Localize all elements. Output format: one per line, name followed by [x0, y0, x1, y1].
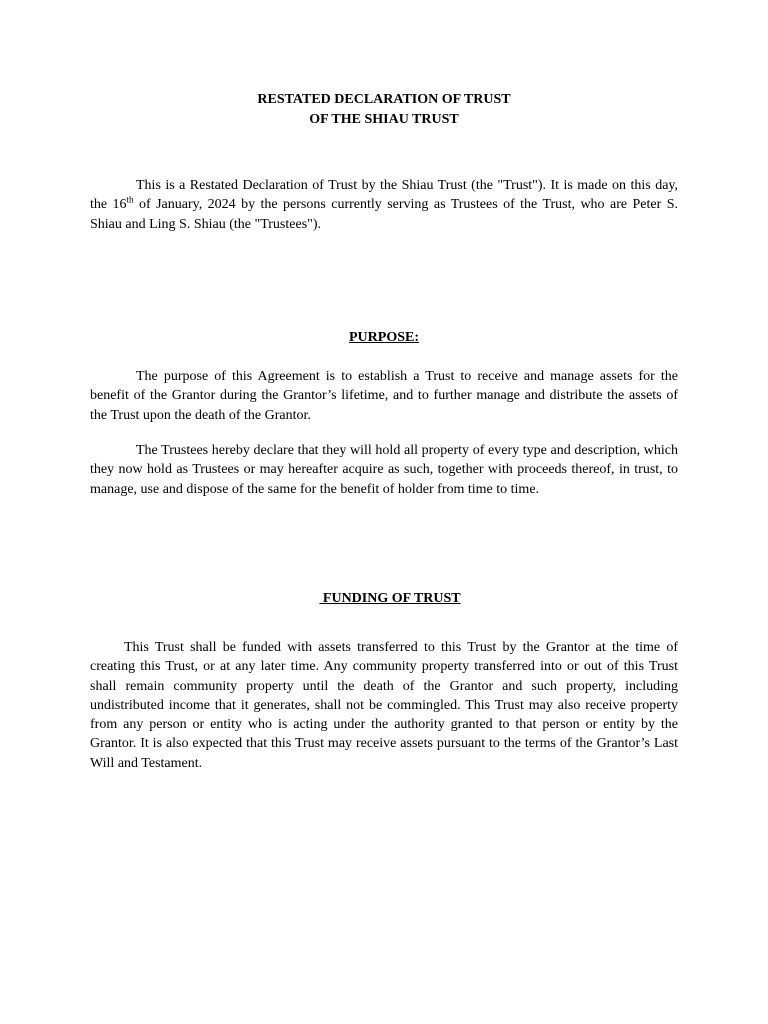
document-title-line-1: RESTATED DECLARATION OF TRUST [257, 92, 511, 107]
intro-paragraph [90, 176, 678, 234]
purpose-heading: PURPOSE: [349, 330, 419, 345]
funding-heading: FUNDING OF TRUST [319, 591, 461, 606]
document-title-line-2: OF THE SHIAU TRUST [309, 112, 459, 127]
purpose-paragraph-2: The Trustees hereby declare that they will hold all property of every type and description, which they now hold as Trustees or may hereafter acquire as such, together with proceeds thereof, in trust, to manage, use and dispose of the same for the benefit of holder from time to time. [90, 443, 678, 497]
intro-text-part-1: This is a Restated Declaration of Trust by the Shiau Trust (the "Trust"). It is made on this day, the 16 [90, 178, 678, 213]
purpose-paragraph-1: The purpose of this Agreement is to establish a Trust to receive and manage assets for the benefit of the Grantor during the Grantor’s lifetime, and to further manage and distribute the assets of the Trust upon the death of the Grantor. [90, 369, 678, 423]
ordinal-superscript: th [126, 194, 134, 205]
intro-text-part-2: of January, 2024 by the persons currently serving as Trustees of the Trust, who are Peter S. Shiau and Ling S. Shiau (the "Trustees"). [90, 197, 678, 232]
funding-paragraph-1: This Trust shall be funded with assets transferred to this Trust by the Grantor at the time of creating this Trust, or at any later time. Any community property transferred into or out of this Trust shall remain community property until the death of the Grantor and such property, including undistributed income that it generates, shall not be commingled. This Trust may also receive property from any person or entity who is acting under the authority granted to that person or entity by the Grantor. It is also expected that this Trust may receive assets pursuant to the terms of the Grantor’s Last Will and Testament. [90, 640, 678, 771]
